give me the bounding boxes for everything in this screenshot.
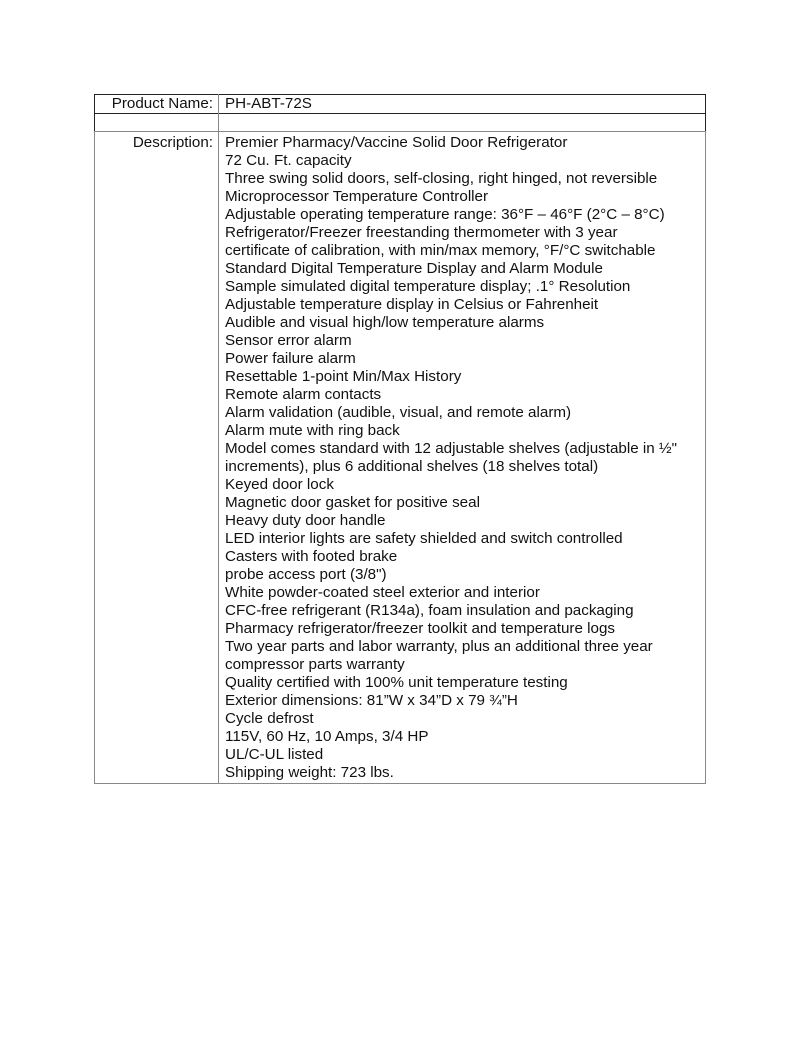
description-row — [95, 132, 706, 784]
description-label: Description: — [95, 132, 219, 784]
description-line: Sample simulated digital temperature display; .1° Resolution — [225, 278, 631, 295]
description-line: Model comes standard with 12 adjustable shelves (adjustable in ½" — [225, 440, 677, 457]
description-line: Alarm mute with ring back — [225, 422, 400, 439]
product-name-label: Product Name: — [95, 95, 219, 114]
description-line: Microprocessor Temperature Controller — [225, 188, 489, 205]
description-line: Two year parts and labor warranty, plus an additional three year — [225, 638, 653, 655]
description-line: increments), plus 6 additional shelves (18 shelves total) — [225, 458, 599, 475]
description-line: Shipping weight: 723 lbs. — [225, 764, 394, 781]
description-line: Premier Pharmacy/Vaccine Solid Door Refrigerator — [225, 134, 568, 151]
description-line: probe access port (3/8") — [225, 566, 387, 583]
spacer-row — [95, 114, 706, 132]
description-line: certificate of calibration, with min/max memory, °F/°C switchable — [225, 242, 656, 259]
description-line: Keyed door lock — [225, 476, 334, 493]
description-value — [219, 132, 706, 784]
product-spec-table — [94, 94, 706, 784]
description-line: LED interior lights are safety shielded and switch controlled — [225, 530, 623, 547]
description-line: Casters with footed brake — [225, 548, 398, 565]
description-line: Audible and visual high/low temperature alarms — [225, 314, 545, 331]
spacer-label-cell — [95, 114, 219, 132]
description-line: White powder-coated steel exterior and interior — [225, 584, 540, 601]
description-line: Magnetic door gasket for positive seal — [225, 494, 480, 511]
description-line: compressor parts warranty — [225, 656, 405, 673]
description-line: Heavy duty door handle — [225, 512, 386, 529]
description-line: Cycle defrost — [225, 710, 314, 727]
description-line: Sensor error alarm — [225, 332, 352, 349]
description-line: Quality certified with 100% unit temperature testing — [225, 674, 568, 691]
description-line: 115V, 60 Hz, 10 Amps, 3/4 HP — [225, 728, 429, 745]
description-line: Adjustable temperature display in Celsius or Fahrenheit — [225, 296, 599, 313]
product-name-value: PH-ABT-72S — [219, 95, 706, 114]
description-line: 72 Cu. Ft. capacity — [225, 152, 352, 169]
description-line: Refrigerator/Freezer freestanding thermometer with 3 year — [225, 224, 618, 241]
description-line: Alarm validation (audible, visual, and remote alarm) — [225, 404, 572, 421]
description-line: CFC-free refrigerant (R134a), foam insulation and packaging — [225, 602, 634, 619]
description-line: Exterior dimensions: 81”W x 34”D x 79 ¾”H — [225, 692, 518, 709]
description-line: Standard Digital Temperature Display and Alarm Module — [225, 260, 603, 277]
description-line: Remote alarm contacts — [225, 386, 382, 403]
description-line: UL/C-UL listed — [225, 746, 324, 763]
description-line: Three swing solid doors, self-closing, right hinged, not reversible — [225, 170, 658, 187]
description-line: Power failure alarm — [225, 350, 356, 367]
description-lines — [225, 134, 705, 782]
description-line: Resettable 1-point Min/Max History — [225, 368, 462, 385]
spacer-value-cell — [219, 114, 706, 132]
description-line: Pharmacy refrigerator/freezer toolkit and temperature logs — [225, 620, 615, 637]
description-line: Adjustable operating temperature range: 36°F – 46°F (2°C – 8°C) — [225, 206, 665, 223]
product-name-row — [95, 95, 706, 114]
